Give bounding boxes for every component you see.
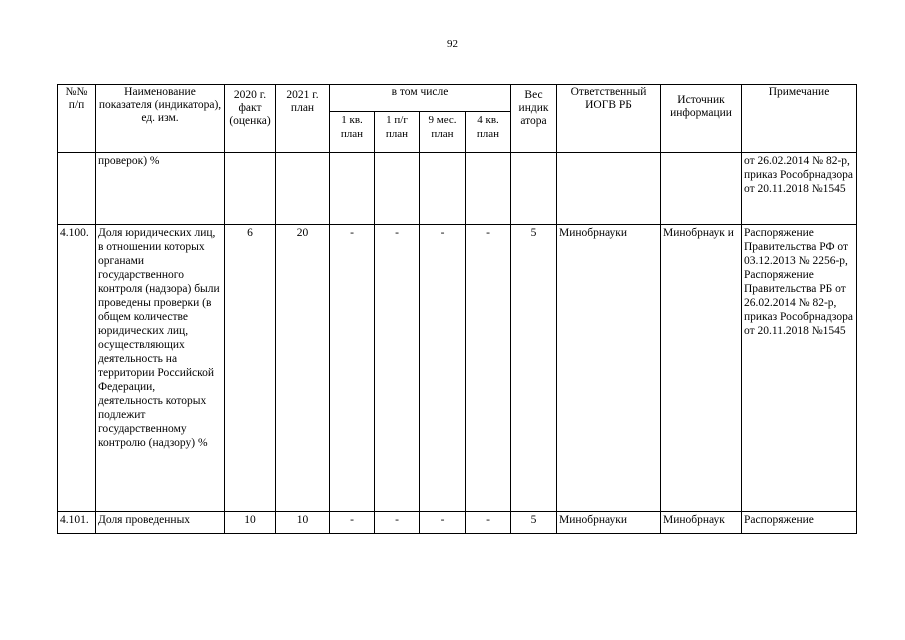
header-9m: 9 мес. план: [420, 112, 466, 153]
cell-weight: [511, 153, 557, 225]
header-h1: 1 п/г план: [375, 112, 420, 153]
header-weight: Вес индик атора: [511, 85, 557, 153]
header-q1: 1 кв. план: [330, 112, 375, 153]
cell-source: Минобрнаук и: [661, 225, 742, 512]
cell-q4: -: [466, 512, 511, 534]
header-including: в том числе: [330, 85, 511, 112]
cell-num: 4.101.: [58, 512, 96, 534]
cell-h1: -: [375, 512, 420, 534]
cell-weight: 5: [511, 512, 557, 534]
cell-q4: -: [466, 225, 511, 512]
cell-note: Распоряжение: [742, 512, 857, 534]
cell-name: Доля проведенных: [96, 512, 225, 534]
cell-h1: [375, 153, 420, 225]
cell-2021: 20: [276, 225, 330, 512]
header-responsible: Ответственный ИОГВ РБ: [557, 85, 661, 153]
cell-note: от 26.02.2014 № 82-р, приказ Рособрнадзора от 20.11.2018 №1545: [742, 153, 857, 225]
cell-q1: -: [330, 225, 375, 512]
cell-source: Минобрнаук: [661, 512, 742, 534]
table-row: [58, 153, 857, 225]
cell-note: Распоряжение Правительства РФ от 03.12.2013 № 2256-р, Распоряжение Правительства РБ от 26.02.2014 № 82-р, приказ Рособрнадзора от 20.11.2018 №1545: [742, 225, 857, 512]
cell-2021: 10: [276, 512, 330, 534]
cell-2021: [276, 153, 330, 225]
header-source: Источник информации: [661, 85, 742, 153]
header-2020: 2020 г. факт (оценка): [225, 85, 276, 153]
cell-q4: [466, 153, 511, 225]
cell-9m: -: [420, 225, 466, 512]
cell-2020: [225, 153, 276, 225]
header-num: №№ п/п: [58, 85, 96, 153]
header-note: Примечание: [742, 85, 857, 153]
header-name: Наименование показателя (индикатора), ед. изм.: [96, 85, 225, 153]
page-number: 92: [447, 38, 458, 50]
cell-responsible: Минобрнауки: [557, 225, 661, 512]
cell-num: 4.100.: [58, 225, 96, 512]
cell-name: проверок) %: [96, 153, 225, 225]
cell-name: Доля юридических лиц, в отношении которых органами государственного контроля (надзора) были проведены проверки (в общем количестве юридических лиц, осуществляющих деятельность на территории Российской Федерации, деятельность которых подлежит государственному контролю (надзору) %: [96, 225, 225, 512]
cell-2020: 10: [225, 512, 276, 534]
cell-source: [661, 153, 742, 225]
cell-responsible: Минобрнауки: [557, 512, 661, 534]
cell-num: [58, 153, 96, 225]
header-q4: 4 кв. план: [466, 112, 511, 153]
cell-2020: 6: [225, 225, 276, 512]
table-row: [58, 512, 857, 534]
header-row: [58, 85, 857, 112]
cell-9m: -: [420, 512, 466, 534]
header-2021: 2021 г. план: [276, 85, 330, 153]
indicators-table: [57, 84, 857, 534]
cell-q1: -: [330, 512, 375, 534]
cell-responsible: [557, 153, 661, 225]
cell-9m: [420, 153, 466, 225]
cell-h1: -: [375, 225, 420, 512]
cell-q1: [330, 153, 375, 225]
table-row: [58, 225, 857, 512]
cell-weight: 5: [511, 225, 557, 512]
